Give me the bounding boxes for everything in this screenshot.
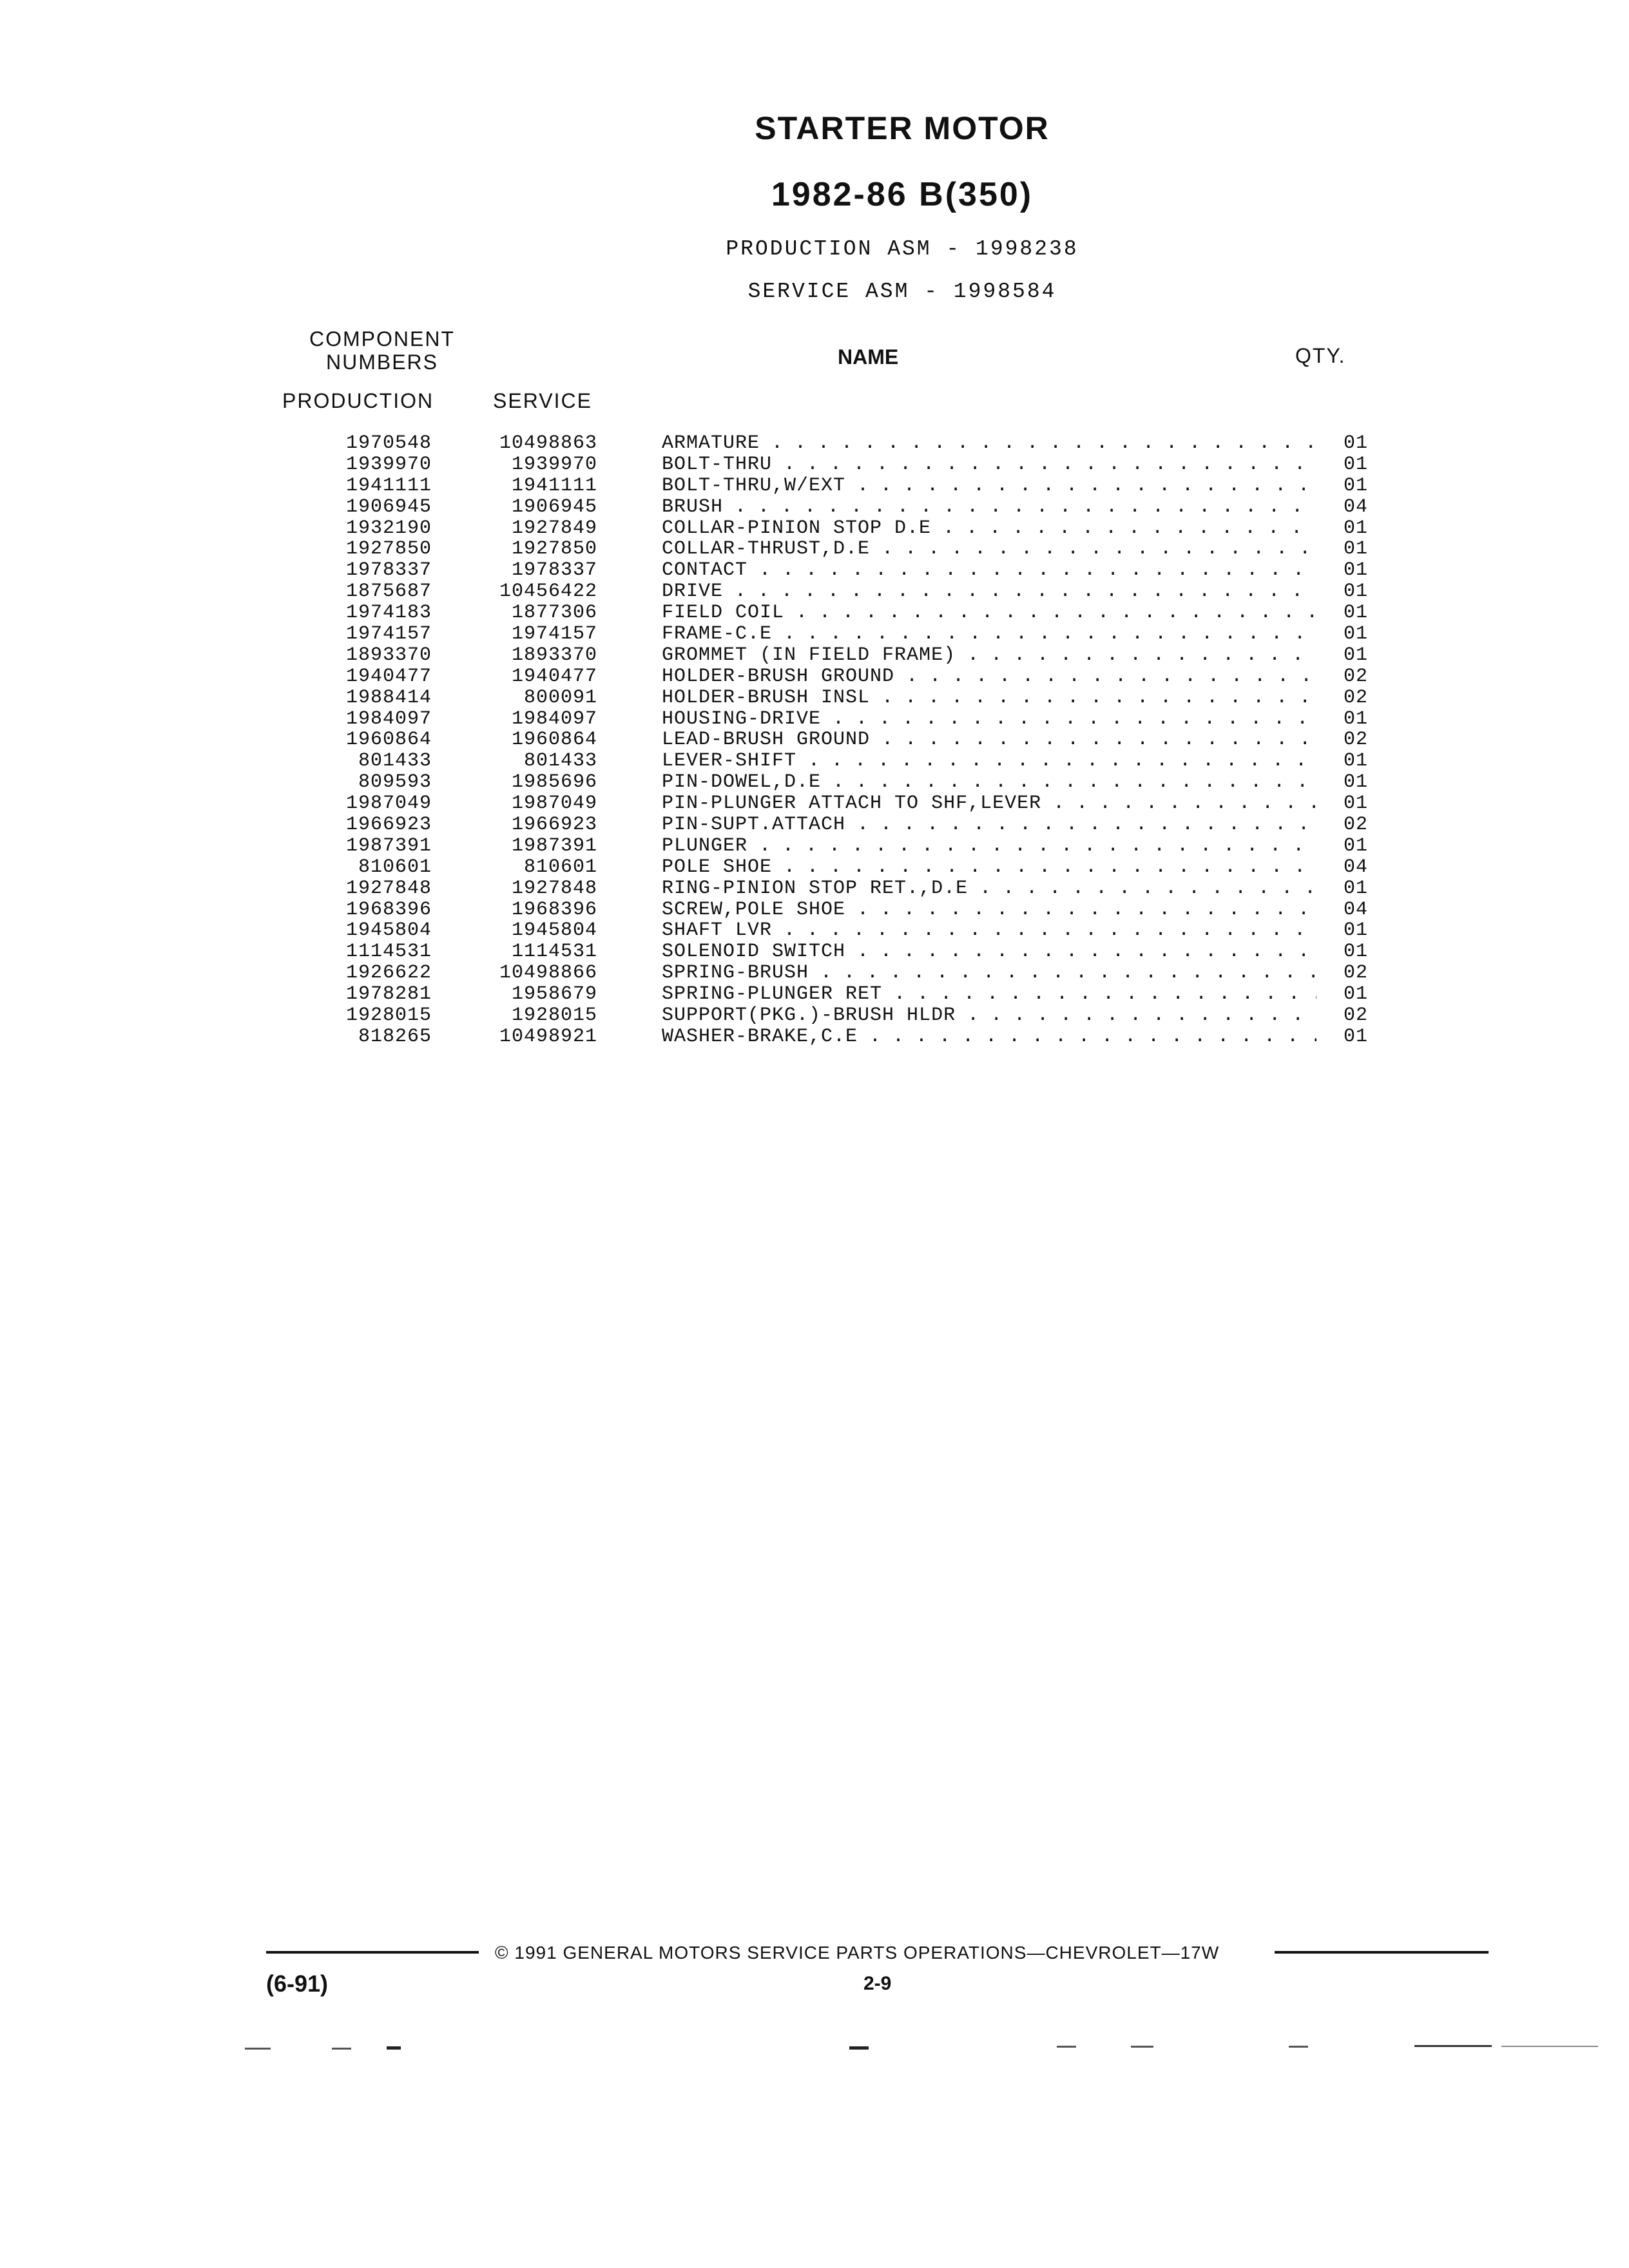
part-qty: 01 — [1316, 560, 1368, 581]
part-name: GROMMET (IN FIELD FRAME) . . . — [662, 645, 1316, 666]
part-name: PIN-PLUNGER ATTACH TO SHF,LEVER . . . — [662, 793, 1316, 814]
production-number: 1968396 — [345, 898, 432, 921]
part-qty: 04 — [1316, 857, 1368, 878]
part-qty: 01 — [1316, 1026, 1368, 1048]
part-name: SUPPORT(PKG.)-BRUSH HLDR . . . — [662, 1005, 1316, 1026]
production-number: 1928015 — [345, 1004, 432, 1027]
production-number: 1940477 — [345, 665, 432, 687]
part-qty: 02 — [1316, 1005, 1368, 1026]
production-number: 1988414 — [345, 686, 432, 709]
part-qty: 01 — [1316, 454, 1368, 476]
production-number: 1941111 — [345, 474, 432, 497]
component-header-line1: COMPONENT — [309, 327, 455, 351]
part-name: PIN-DOWEL,D.E . . . — [662, 772, 1316, 793]
part-name: POLE SHOE . . . — [662, 857, 1316, 878]
service-number: 1974157 — [511, 623, 597, 646]
production-number: 1987049 — [345, 793, 432, 815]
name-column-header: NAME — [838, 345, 899, 369]
part-qty: 01 — [1316, 836, 1368, 857]
part-qty: 01 — [1316, 433, 1368, 454]
service-number: 1114531 — [511, 941, 597, 963]
part-qty: 02 — [1316, 666, 1368, 687]
table-row — [277, 984, 1373, 1005]
production-number: 1945804 — [345, 919, 432, 942]
table-row — [277, 1026, 1373, 1048]
parts-list — [277, 433, 1373, 1048]
part-qty: 01 — [1316, 878, 1368, 899]
scan-artifact — [849, 2046, 869, 2050]
part-name: BRUSH . . . — [662, 497, 1316, 518]
table-row — [277, 857, 1373, 878]
part-name: SOLENOID SWITCH . . . — [662, 941, 1316, 963]
page-title: STARTER MOTOR — [755, 110, 1050, 146]
service-number: 1893370 — [511, 644, 597, 666]
page-number: 2-9 — [863, 1973, 892, 1994]
service-number: 1906945 — [511, 495, 597, 518]
production-number: 1974183 — [345, 602, 432, 624]
table-row — [277, 560, 1373, 581]
table-row — [277, 878, 1373, 899]
part-name: HOLDER-BRUSH GROUND . . . — [662, 666, 1316, 687]
scan-artifact — [332, 2048, 351, 2050]
table-row — [277, 645, 1373, 666]
part-qty: 02 — [1316, 687, 1368, 709]
table-row — [277, 518, 1373, 539]
service-number: 10498863 — [499, 432, 597, 454]
part-qty: 01 — [1316, 920, 1368, 941]
part-qty: 01 — [1316, 709, 1368, 730]
service-number: 800091 — [523, 686, 597, 709]
table-row — [277, 709, 1373, 730]
production-number: 1906945 — [345, 495, 432, 518]
service-number: 1927850 — [511, 538, 597, 561]
production-number: 1927850 — [345, 538, 432, 561]
service-number: 1928015 — [511, 1004, 597, 1027]
production-number: 1974157 — [345, 623, 432, 646]
part-qty: 01 — [1316, 645, 1368, 666]
scan-artifact — [1414, 2045, 1492, 2047]
part-qty: 01 — [1316, 518, 1368, 539]
part-name: SHAFT LVR . . . — [662, 920, 1316, 941]
table-row — [277, 687, 1373, 709]
service-number: 10456422 — [499, 581, 597, 603]
production-number: 1927848 — [345, 877, 432, 899]
footer-rule-left — [266, 1951, 479, 1954]
part-qty: 01 — [1316, 624, 1368, 645]
scan-artifact — [1057, 2046, 1076, 2048]
service-number: 1940477 — [511, 665, 597, 687]
service-number: 1984097 — [511, 707, 597, 730]
part-name: ARMATURE . . . — [662, 433, 1316, 454]
table-row — [277, 814, 1373, 836]
table-row — [277, 920, 1373, 941]
table-row — [277, 836, 1373, 857]
production-asm-label: PRODUCTION ASM - 1998238 — [726, 237, 1079, 261]
service-number: 1939970 — [511, 453, 597, 476]
production-number: 1875687 — [345, 581, 432, 603]
scan-artifact — [387, 2046, 401, 2050]
service-number: 1968396 — [511, 898, 597, 921]
table-row — [277, 476, 1373, 497]
footer-copyright: © 1991 GENERAL MOTORS SERVICE PARTS OPERATIONS—CHEVROLET—17W — [495, 1943, 1220, 1963]
production-number: 1893370 — [345, 644, 432, 666]
part-name: SCREW,POLE SHOE . . . — [662, 899, 1316, 921]
production-number: 1932190 — [345, 517, 432, 539]
part-qty: 01 — [1316, 581, 1368, 602]
part-qty: 01 — [1316, 793, 1368, 814]
production-number: 1966923 — [345, 814, 432, 836]
production-number: 1939970 — [345, 453, 432, 476]
production-number: 810601 — [358, 856, 432, 878]
table-row — [277, 899, 1373, 921]
service-number: 1987391 — [511, 834, 597, 857]
part-name: DRIVE . . . — [662, 581, 1316, 602]
part-name: COLLAR-PINION STOP D.E . . . — [662, 518, 1316, 539]
qty-column-header: QTY. — [1295, 344, 1346, 367]
service-column-header: SERVICE — [493, 389, 592, 412]
part-qty: 01 — [1316, 602, 1368, 624]
part-qty: 04 — [1316, 899, 1368, 921]
service-asm-label: SERVICE ASM - 1998584 — [747, 280, 1057, 303]
service-number: 801433 — [523, 750, 597, 773]
part-name: RING-PINION STOP RET.,D.E . . . — [662, 878, 1316, 899]
service-number: 1966923 — [511, 814, 597, 836]
table-row — [277, 433, 1373, 454]
model-year-heading: 1982-86 B(350) — [771, 176, 1034, 213]
service-number: 10498921 — [499, 1025, 597, 1048]
production-number: 1987391 — [345, 834, 432, 857]
production-number: 1984097 — [345, 707, 432, 730]
part-name: HOLDER-BRUSH INSL . . . — [662, 687, 1316, 709]
service-number: 810601 — [523, 856, 597, 878]
table-row — [277, 729, 1373, 751]
part-name: COLLAR-THRUST,D.E . . . — [662, 539, 1316, 560]
part-qty: 04 — [1316, 497, 1368, 518]
part-name: FIELD COIL . . . — [662, 602, 1316, 624]
table-row — [277, 772, 1373, 793]
table-row — [277, 1005, 1373, 1026]
part-qty: 02 — [1316, 963, 1368, 984]
part-name: FRAME-C.E . . . — [662, 624, 1316, 645]
part-name: BOLT-THRU,W/EXT . . . — [662, 476, 1316, 497]
table-row — [277, 454, 1373, 476]
part-name: HOUSING-DRIVE . . . — [662, 709, 1316, 730]
part-name: LEAD-BRUSH GROUND . . . — [662, 729, 1316, 751]
production-number: 1978337 — [345, 559, 432, 582]
part-name: PIN-SUPT.ATTACH . . . — [662, 814, 1316, 836]
part-name: SPRING-BRUSH . . . — [662, 963, 1316, 984]
component-header-line2: NUMBERS — [325, 351, 438, 374]
scan-artifact — [245, 2048, 271, 2050]
footer-rule-right — [1275, 1951, 1489, 1954]
part-qty: 01 — [1316, 984, 1368, 1005]
service-number: 1958679 — [511, 983, 597, 1006]
part-qty: 02 — [1316, 729, 1368, 751]
table-row — [277, 666, 1373, 687]
part-qty: 01 — [1316, 539, 1368, 560]
production-column-header: PRODUCTION — [282, 389, 434, 412]
production-number: 809593 — [358, 771, 432, 794]
table-row — [277, 963, 1373, 984]
table-row — [277, 497, 1373, 518]
service-number: 1941111 — [511, 474, 597, 497]
table-row — [277, 793, 1373, 814]
service-number: 1877306 — [511, 602, 597, 624]
production-number: 1114531 — [345, 941, 432, 963]
service-number: 1945804 — [511, 919, 597, 942]
table-row — [277, 941, 1373, 963]
part-qty: 01 — [1316, 751, 1368, 772]
service-number: 1987049 — [511, 793, 597, 815]
table-row — [277, 602, 1373, 624]
part-name: LEVER-SHIFT . . . — [662, 751, 1316, 772]
part-name: SPRING-PLUNGER RET . . . — [662, 984, 1316, 1005]
service-number: 1978337 — [511, 559, 597, 582]
table-row — [277, 624, 1373, 645]
service-number: 1985696 — [511, 771, 597, 794]
table-row — [277, 539, 1373, 560]
part-qty: 01 — [1316, 941, 1368, 963]
production-number: 1926622 — [345, 962, 432, 985]
part-name: BOLT-THRU . . . — [662, 454, 1316, 476]
component-numbers-header — [309, 327, 455, 374]
scan-artifact — [1131, 2046, 1153, 2048]
production-number: 801433 — [358, 750, 432, 773]
part-qty: 01 — [1316, 476, 1368, 497]
part-name: PLUNGER . . . — [662, 836, 1316, 857]
service-number: 1927849 — [511, 517, 597, 539]
scan-artifact — [1289, 2046, 1308, 2048]
table-row — [277, 751, 1373, 772]
production-number: 1970548 — [345, 432, 432, 454]
part-name: WASHER-BRAKE,C.E . . . — [662, 1026, 1316, 1048]
table-row — [277, 581, 1373, 602]
scan-artifact — [1501, 2046, 1598, 2047]
part-qty: 01 — [1316, 772, 1368, 793]
service-number: 1960864 — [511, 729, 597, 751]
production-number: 1960864 — [345, 729, 432, 751]
part-name: CONTACT . . . — [662, 560, 1316, 581]
production-number: 1978281 — [345, 983, 432, 1006]
part-qty: 02 — [1316, 814, 1368, 836]
service-number: 1927848 — [511, 877, 597, 899]
service-number: 10498866 — [499, 962, 597, 985]
footer-date-code: (6-91) — [266, 1970, 329, 1997]
production-number: 818265 — [358, 1025, 432, 1048]
